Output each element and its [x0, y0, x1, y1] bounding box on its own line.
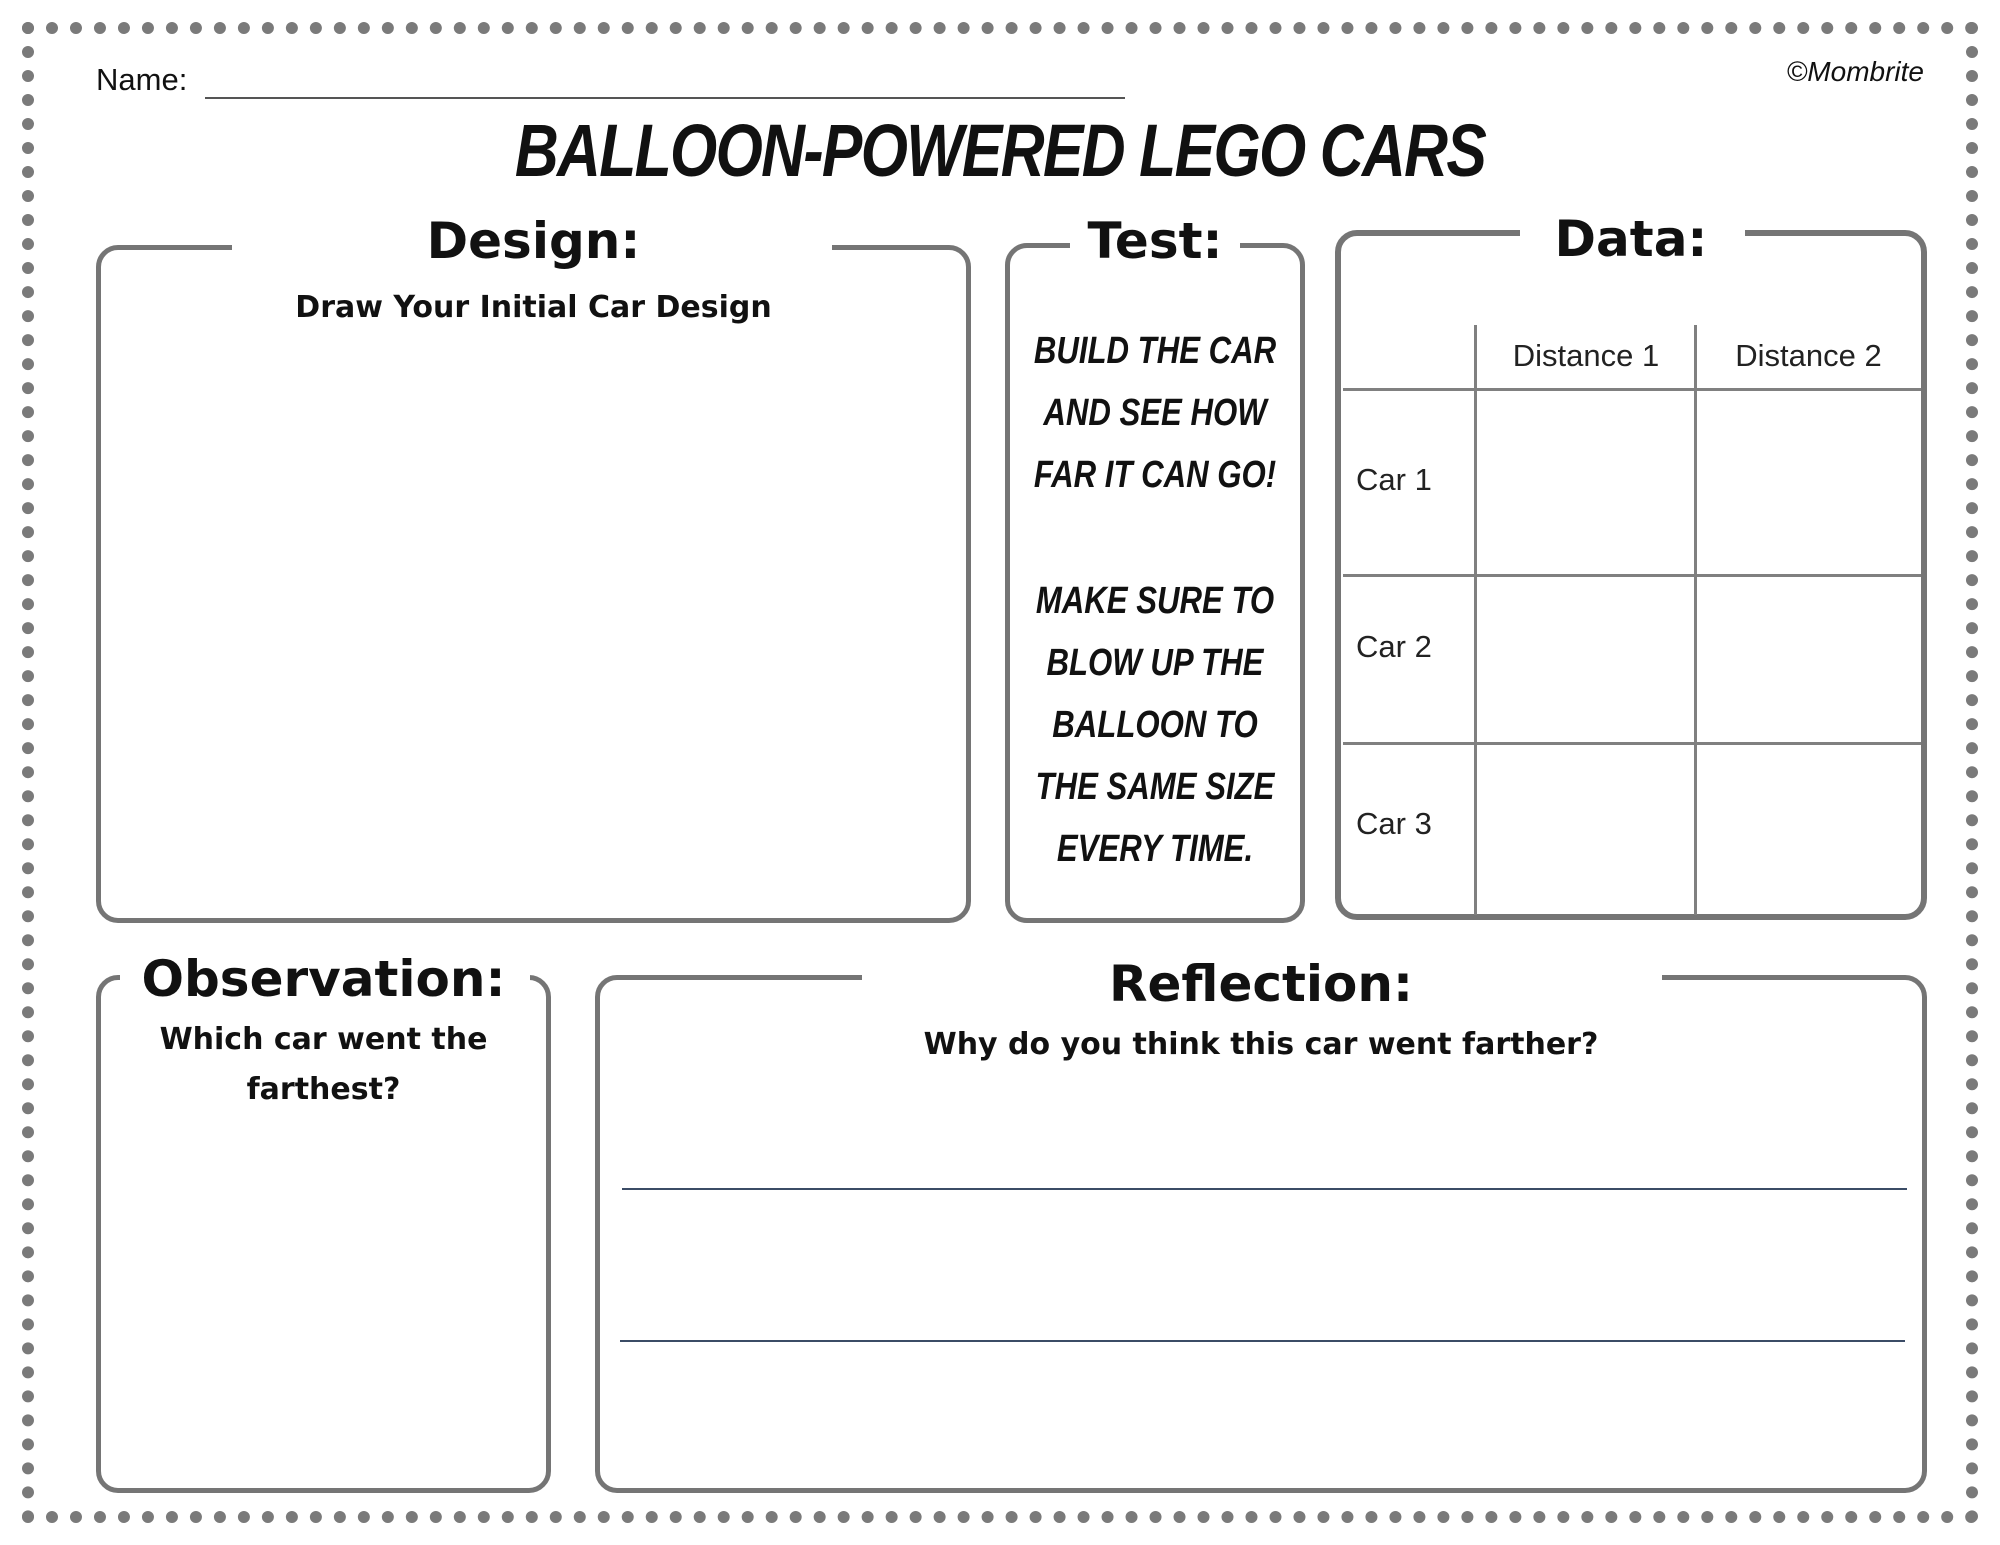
worksheet-title: BALLOON-POWERED LEGO CARS	[514, 109, 1486, 192]
table-cell-car3-d1[interactable]	[1478, 746, 1692, 914]
reflection-heading: Reflection:	[1108, 955, 1413, 1013]
name-label: Name:	[96, 62, 188, 97]
design-panel[interactable]	[96, 245, 971, 923]
table-cell-car2-d1[interactable]	[1478, 578, 1692, 740]
copyright-text: ©Mombrite	[1786, 56, 1924, 87]
observation-question	[96, 1015, 551, 1115]
row-label-car-1: Car 1	[1356, 462, 1432, 497]
test-line: BALLOON TO	[1052, 704, 1258, 746]
table-hline-row1	[1343, 574, 1921, 577]
test-line: THE SAME SIZE	[1035, 766, 1275, 808]
row-label-car-3: Car 3	[1356, 806, 1432, 841]
test-instructions-2	[1032, 570, 1278, 880]
observation-heading: Observation:	[141, 950, 506, 1008]
test-line: MAKE SURE TO	[1035, 580, 1275, 622]
table-cell-car1-d1[interactable]	[1478, 392, 1692, 572]
table-vline-2	[1694, 325, 1697, 915]
name-input-line[interactable]	[205, 97, 1125, 99]
design-subheading: Draw Your Initial Car Design	[295, 290, 772, 325]
observation-question-line-1: Which car went the	[159, 1022, 488, 1057]
observation-question-line-2: farthest?	[246, 1072, 401, 1107]
table-cell-car2-d2[interactable]	[1698, 578, 1920, 740]
reflection-answer-line-2[interactable]	[620, 1340, 1905, 1342]
test-line: FAR IT CAN GO!	[1033, 454, 1277, 496]
column-header-distance-1: Distance 1	[1512, 338, 1660, 373]
reflection-question: Why do you think this car went farther?	[923, 1027, 1599, 1062]
reflection-answer-line-1[interactable]	[622, 1188, 1907, 1190]
table-hline-header	[1343, 388, 1921, 391]
test-heading: Test:	[1087, 212, 1223, 270]
row-label-car-2: Car 2	[1356, 629, 1432, 664]
column-header-distance-2: Distance 2	[1735, 338, 1882, 373]
test-instructions-1	[1032, 320, 1278, 506]
test-line: EVERY TIME.	[1056, 828, 1254, 870]
test-line: BUILD THE CAR	[1033, 330, 1277, 372]
table-vline-1	[1474, 325, 1477, 915]
design-heading: Design:	[426, 212, 641, 270]
test-line: AND SEE HOW	[1043, 392, 1267, 434]
table-hline-row2	[1343, 742, 1921, 745]
table-cell-car3-d2[interactable]	[1698, 746, 1920, 914]
test-line: BLOW UP THE	[1046, 642, 1264, 684]
data-heading: Data:	[1554, 210, 1708, 268]
table-cell-car1-d2[interactable]	[1698, 392, 1920, 572]
